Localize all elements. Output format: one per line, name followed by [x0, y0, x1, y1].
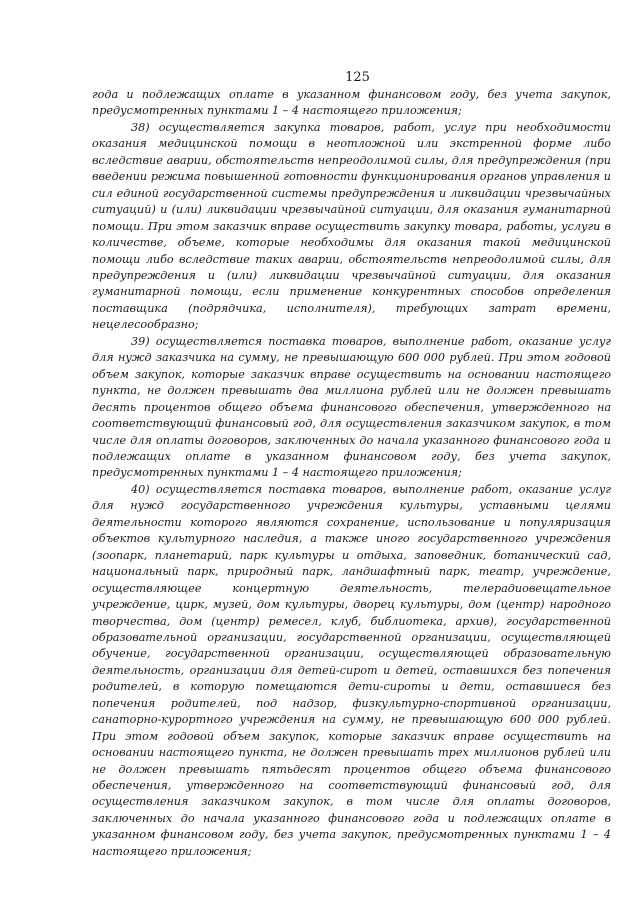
paragraph-item-38: 38) осуществляется закупка товаров, работ, услуг при необходимости оказания медицинской помощи в неотложной или экстренной форме либо вследствие аварии, обстоятельств непреодолимой силы, для предупреждения (при введении режима повышенной готовности функционирования органов управления и сил единой государственной системы предупреждения и ликвидации чрезвычайных ситуаций) и (или) ликвидации чрезвычайной ситуации, для оказания гуманитарной помощи. При этом заказчик вправе осуществить закупку товара, работы, услуги в количестве, объеме, которые необходимы для оказания такой медицинской помощи либо вследствие таких аварии, обстоятельств непреодолимой силы, для предупреждения и (или) ликвидации чрезвычайной ситуации, для оказания гуманитарной помощи, если применение конкурентных способов определения поставщика (подрядчика, исполнителя), требующих затрат времени, нецелесообразно; [92, 120, 611, 332]
page-number: 125 [345, 70, 370, 85]
paragraph-item-39: 39) осуществляется поставка товаров, выполнение работ, оказание услуг для нужд заказчика на сумму, не превышающую 600 000 рублей. При этом годовой объем закупок, которые заказчик вправе осуществить на основании настоящего пункта, не должен превышать два миллиона рублей или не должен превышать десять процентов общего объема финансового обеспечения, утвержденного на соответствующий финансовый год, для осуществления заказчиком закупок, в том числе для оплаты договоров, заключенных до начала указанного финансового года и подлежащих оплате в указанном финансовом году, без учета закупок, предусмотренных пунктами 1 – 4 настоящего приложения; [92, 334, 611, 480]
document-page [92, 70, 611, 860]
document-body [92, 87, 611, 860]
paragraph-continuation: года и подлежащих оплате в указанном финансовом году, без учета закупок, предусмотренных пунктами 1 – 4 настоящего приложения; [92, 88, 611, 118]
paragraph-item-40: 40) осуществляется поставка товаров, выполнение работ, оказание услуг для нужд государственного учреждения культуры, уставными целями деятельности которого являются сохранение, использование и популяризация объектов культурного наследия, а также иного государственного учреждения (зоопарк, планетарий, парк культуры и отдыха, заповедник, ботанический сад, национальный парк, природный парк, ландшафтный парк, театр, учреждение, осуществляющее концертную деятельность, телерадиовещательное учреждение, цирк, музей, дом культуры, дворец культуры, дом (центр) народного творчества, дом (центр) ремесел, клуб, библиотека, архив), государственной образовательной организации, государственной организации, осуществляющей обучение, государственной организации, осуществляющей образовательную деятельность, организации для детей-сирот и детей, оставшихся без попечения родителей, в которую помещаются дети-сироты и дети, оставшиеся без попечения родителей, под надзор, физкультурно-спортивной организации, санаторно-курортного учреждения на сумму, не превышающую 600 000 рублей. При этом годовой объем закупок, которые заказчик вправе осуществить на основании настоящего пункта, не должен превышать трех миллионов рублей или не должен превышать пятьдесят процентов общего объема финансового обеспечения, утвержденного на соответствующий финансовый год, для осуществления заказчиком закупок, в том числе для оплаты договоров, заключенных до начала указанного финансового года и подлежащих оплате в указанном финансовом году, без учета закупок, предусмотренных пунктами 1 – 4 настоящего приложения; [92, 482, 611, 858]
